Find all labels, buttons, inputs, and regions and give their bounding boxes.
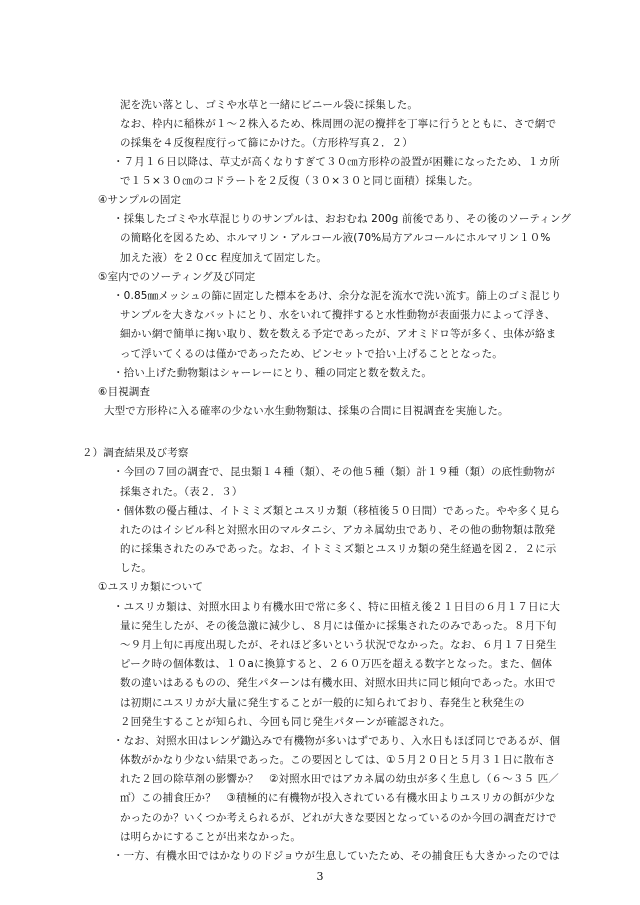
text-line: ・個体数の優占種は、イトミミズ類とユスリカ類（移植後５０日間）であった。やや多く見ら	[113, 504, 561, 517]
text-line: ・なお、対照水田はレンゲ鋤込みで有機物が多いはずであり、入水日もほぼ同じであるが、個	[113, 734, 561, 747]
text-line: 量に発生したが、その後急激に減少し、８月には僅かに採集されたのみであった。８月下旬	[120, 619, 557, 632]
text-line: 細かい網で簡単に掬い取り、数を数える予定であったが、アオミドロ等が多く、虫体が絡ま	[120, 328, 557, 341]
text-line: ・ユスリカ類は、対照水田より有機水田で常に多く、特に田植え後２１日目の６月１７日に大	[113, 600, 560, 613]
text-line: ・採集したゴミや水草混じりのサンプルは、おおむね 200g 前後であり、その後のソーティング	[113, 213, 572, 226]
text-line: ・７月１６日以降は、草丈が高くなりすぎて３０㎝方形枠の設置が困難になったため、１カ所	[113, 155, 560, 168]
page-number: 3	[316, 870, 324, 883]
text-line: は初期にユスリカが大量に発生することが一般的に知られており、春発生と秋発生の	[120, 696, 525, 709]
text-line: 泥を洗い落とし、ゴミや水草と一緒にビニール袋に採集した。	[120, 99, 418, 111]
text-line: 的に採集されたのみであった。なお、イトミミズ類とユスリカ類の発生経過を図２．２に示	[120, 543, 557, 555]
text-line: した。	[120, 562, 152, 575]
text-line: 採集された。（表２．３）	[120, 485, 243, 498]
text-line: れたのはイシビル科と対照水田のマルタニシ、アカネ属幼虫であり、その他の動物類は散発	[120, 523, 556, 536]
text-line: で１５×３０㎝のコドラートを２反復（３０×３０と同じ面積）採集した。	[120, 174, 479, 187]
text-line: かったのか？いくつか考えられるが、どれが大きな要因となっているのか今回の調査だけで	[120, 811, 557, 824]
text-line: ～９月上旬に再度出現したが、それほど多いという状況でなかった。なお、６月１７日発生	[120, 639, 557, 651]
text-line: ・一方、有機水田ではかなりのドジョウが生息していたため、その捕食圧も大きかったのでは	[113, 850, 560, 862]
text-line: なお、枠内に稲株が１～２株入るため、株周囲の泥の攪拌を丁寧に行うとともに、さで網で	[120, 118, 557, 131]
text-line: 数の違いはあるものの、発生パターンは有機水田、対照水田共に同じ傾向であった。水田で	[120, 677, 556, 690]
section-heading: ⑤室内でのソーティング及び同定	[98, 270, 256, 283]
text-line: ピーク時の個体数は、１０aに換算すると、２６０万匹を超える数字となった。また、個体	[120, 658, 553, 671]
section-heading: ①ユスリカ類について	[98, 581, 204, 594]
text-line: って浮いてくるのは僅かであったため、ピンセットで拾い上げることとなった。	[120, 347, 503, 360]
section-heading: ④サンプルの固定	[98, 194, 182, 206]
text-line: は明らかにすることが出来なかった。	[120, 830, 302, 843]
text-line: の簡略化を図るため、ホルマリン・アルコール液(70%局方アルコールにホルマリン１０%	[120, 232, 551, 245]
text-line: れた２回の除草剤の影響か？ ②対照水田ではアカネ属の幼虫が多く生息し（６～３５ 匹／	[120, 773, 559, 786]
text-line: ・今回の７回の調査で、昆虫類１４種（類）、その他５種（類）計１９種（類）の底性動物が	[113, 466, 555, 479]
text-line: ２回発生することが知られ、今回も同じ発生パターンが確認された。	[120, 715, 451, 728]
section-heading: ２）調査結果及び考察	[82, 447, 189, 460]
text-line: ㎡）この捕食圧か？ ③積極的に有機物が投入されている有機水田よりユスリカの餌が少な	[120, 792, 556, 805]
text-line: ・拾い上げた動物類はシャーレーにとり、種の同定と数を数えた。	[113, 366, 433, 379]
section-heading: ⑥目視調査	[98, 385, 151, 398]
text-line: 大型で方形枠に入る確率の少ない水生動物類は、採集の合間に目視調査を実施した。	[104, 405, 509, 418]
text-line: の採集を４反復程度行って篩にかけた。（方形枠写真２．２）	[120, 136, 413, 149]
text-line: 加えた液）を２０cc 程度加えて固定した。	[120, 251, 328, 264]
text-line: ・0.85㎜メッシュの篩に固定した標本をあけ、余分な泥を流水で洗い流す。篩上のゴミ混じり	[113, 289, 562, 302]
text-line: 体数がかなり少ない結果であった。この要因としては、①５月２０日と５月３１日に散布さ	[120, 754, 556, 767]
text-line: サンプルを大きなバットにとり、水をいれて攪拌すると水性動物が表面張力によって浮き、	[120, 309, 556, 322]
